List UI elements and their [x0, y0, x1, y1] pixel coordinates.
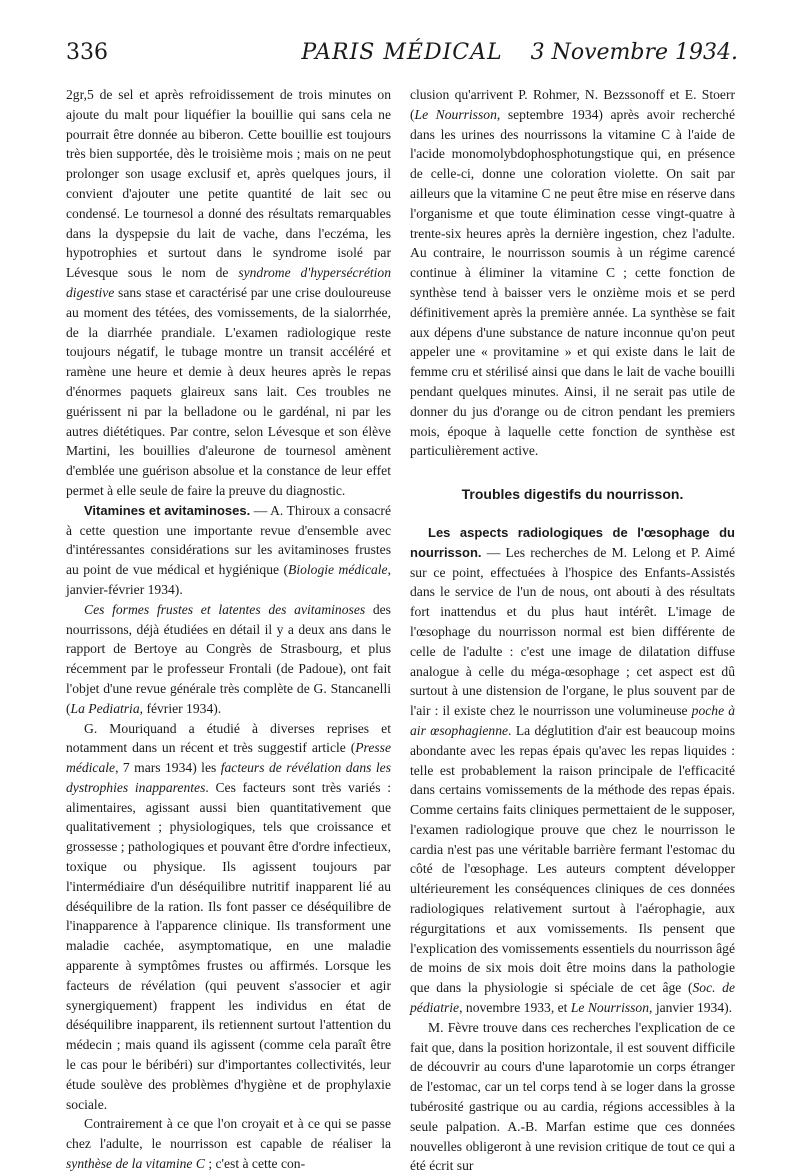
issue-date: 3 Novembre 1934.: [530, 40, 738, 65]
paragraph-vitamine-c: Contrairement à ce que l'on croyait et à ce qui se passe chez l'adulte, le nourrisson est capable de réaliser la synthèse de la vitamine C ; c'est à cette con-: [66, 1116, 391, 1172]
subsection-title: Vitamines et avitaminoses.: [84, 502, 251, 518]
left-column: [66, 85, 391, 1174]
right-column: [410, 85, 735, 1176]
paragraph-fevre: M. Fèvre trouve dans ces recherches l'explication de ce fait que, dans la position horizontale, il est souvent difficile de découvrir au cours d'une laparotomie un corps étranger de l'estomac, car un tel corps tend à se loger dans la grosse tubérosité gastrique ou au cardia, régions accessibles à la seule palpation. A.-B. Marfan estime que ces données nouvelles obligeront à une revision critique de tout ce qui a été écrit sur: [410, 1019, 735, 1174]
paragraph-mouriquand: G. Mouriquand a étudié à diverses reprises et notamment dans un récent et très suggestif article (Presse médicale, 7 mars 1934) les facteurs de révélation dans les dystrophies inapparentes. Ces facteurs sont très variés : alimentaires, agissant aussi bien quantitativement que qualitativement ; physiologiques, tels que croissance et grossesse ; pathologiques et pouvant être d'ordre infectieux, toxique ou physique. Ils agissent toujours par l'intermédiaire d'un déséquilibre nutritif inapparent lié au déséquilibre de la ration. Ils font passer ce déséquilibre de l'inapparence à l'apparence clinique. Ils transforment une maladie cachée, asymptomatique, en une maladie apparente à symptômes frustes ou affirmés. Lorsque les facteurs de révélation (qui peuvent s'associer et agir synergiquement) frappent les individus en état de déséquilibre inapparent, ils retiennent surtout l'attention du médecin ; mais quand ils agissent (comme cela paraît être le cas pour le béribéri) sur d'importantes collectivités, leur étude soulève des problèmes d'hygiène et de prophylaxie sociale.: [66, 720, 391, 1112]
journal-title: PARIS MÉDICAL: [301, 40, 503, 65]
paragraph-formes-frustes: Ces formes frustes et latentes des avitaminoses des nourrissons, déjà étudiées en détail il y a deux ans dans le rapport de Bertoye au Congrès de Strasbourg, et plus récemment par le professeur Frontali (de Padoue), ont fait l'objet d'une revue générale très complète de G. Stancanelli (La Pediatria, février 1934).: [66, 601, 391, 716]
paragraph-tournesol: 2gr,5 de sel et après refroidissement de trois minutes on ajoute du malt pour liquéfier la bouillie qui sans cela ne pourrait être donnée au biberon. Cette bouillie est toujours très bien supportée, dès le troisième mois ; mais on ne peut prolonger son usage exclusif et, après quelques jours, il convient d'ajouter une petite quantité de lait sec ou condensé. Le tournesol a donné des résultats remarquables dans la dyspepsie du lait de vache, dans l'eczéma, les hypotrophies et surtout dans le syndrome isolé par Lévesque sous le nom de syndrome d'hypersécrétion digestive sans stase et caractérisé par une crise douloureuse au moment des tétées, des vomissements, de la sialorrhée, de la diarrhée prandiale. L'examen radiologique reste toujours négatif, le tubage montre un transit accéléré et ramène une heure et demie à deux heures après le repas d'énormes paquets glaireux sans lait. Ces troubles ne guérissent ni par la belladone ou le gardénal, ni par les autres diététiques. Par contre, selon Lévesque et son élève Martini, les bouillies d'aleurone de tournesol amènent d'emblée une guérison absolue et la constance de leur effet permet à elle seule de faire la preuve du diagnostic.: [66, 87, 391, 498]
page-number: 336: [66, 40, 108, 65]
paragraph-oesophage: Les aspects radiologiques de l'œsophage du nourrisson. — Les recherches de M. Lelong et P. Aimé sur ce point, effectuées à l'hospice des Enfants-Assistés dans le service de l'un de nous, ont abouti à des résultats fort inattendus et du plus haut intérêt. L'image de l'œsophage du nourrisson normal est bien différente de celle de l'adulte : c'est une image de dilatation diffuse analogue à celle du méga-œsophage ; cet aspect est dû surtout à une distension de l'organe, le plus souvent par de l'air : il existe chez le nourrisson une volumineuse poche à air œsophagienne. La déglutition d'air est beaucoup moins abondante avec les repas épais qu'avec les repas liquides : telle est probablement la raison principale de l'efficacité dans certains vomissements de la méthode des repas épais. Comme certains faits cliniques permettaient de le supposer, l'examen radiologique prouve que chez le nourrisson le cardia n'est pas une véritable barrière fermant l'estomac du côté de l'œsophage. Les auteurs comptent développer ultérieurement les conséquences cliniques de ces données radiologiques relativement surtout à l'aérophagie, aux régurgitations et aux vomissements. Ils pensent que l'explication des vomissements essentiels du nourrisson âgé de moins de six mois doit être moins dans la pathologie que dans la physiologie si spéciale de cet âge (Soc. de pédiatrie, novembre 1933, et Le Nourrisson, janvier 1934).: [410, 524, 736, 1016]
section-heading: Troubles digestifs du nourrisson.: [461, 486, 684, 503]
paragraph-vitamines: Vitamines et avitaminoses. — A. Thiroux a consacré à cette question une importante revue d'ensemble avec d'intéressantes considérations sur les avitaminoses frustes au point de vue médical et hygiénique (Biologie médicale, janvier-février 1934).: [66, 502, 391, 597]
subsection-title: Les aspects radiologiques de l'œsophage du nourrisson.: [410, 524, 735, 560]
page-header: [66, 40, 738, 70]
paragraph-rohmer: clusion qu'arrivent P. Rohmer, N. Bezssonoff et E. Stoerr (Le Nourrisson, septembre 1934) après avoir recherché dans les urines des nourrissons la vitamine C à l'aide de l'acide monomolybdophosphotungstique qui, en présence de celle-ci, donne une coloration violette. On sait par ailleurs que la vitamine C ne peut être mise en réserve dans l'organisme et que toute élimination cesse vingt-quatre à trente-six heures après la dernière ingestion, chez l'adulte. Au contraire, le nourrisson soumis à un régime carencé continue à éliminer la vitamine C ; cette fonction de synthèse tend à baisser vers le onzième mois et se perd définitivement après la première année. La synthèse se fait aux dépens d'une substance de nature inconnue qu'on peut appeler une « provitamine » et qui existe dans le lait de femme cru et stérilisé ainsi que dans le lait de vache bouilli pendant quelques minutes. Ainsi, il ne serait pas utile de donner du jus d'orange ou de citron pendant les premiers mois, époque à laquelle cette fonction de synthèse est particulièrement active.: [410, 87, 735, 459]
